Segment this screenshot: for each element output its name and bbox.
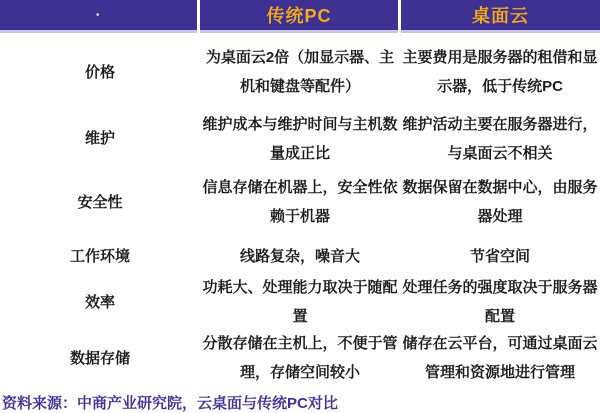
header-label-desktop-cloud: 桌面云 [472,6,529,26]
header-cell-desktop-cloud [401,0,600,33]
row-label: 效率 [84,293,115,311]
row-label: 安全性 [77,193,123,211]
table-header-row [0,0,600,36]
cell-desktop-cloud: 主要费用是服务器的租借和显示器，低于传统PC [402,49,598,95]
row-label: 数据存储 [69,349,130,367]
row-label: 价格 [84,63,115,81]
table-row-maintenance [0,107,600,170]
header-label-traditional-pc: 传统PC [266,6,332,26]
cell-traditional-pc: 为桌面云2倍（加显示器、主机和键盘等配件） [205,49,395,95]
header-cell-blank [0,0,197,33]
row-label: 工作环境 [69,248,130,265]
cell-traditional-pc: 功耗大、处理能力取决于随配置 [202,279,398,325]
cell-desktop-cloud: 节省空间 [469,248,530,265]
clipped-source-caption: 资料来源：中商产业研究院，云桌面与传统PC对比 [2,395,338,412]
table-row-price [0,37,600,107]
cell-traditional-pc: 线路复杂，噪音大 [239,248,360,265]
table-body [0,37,600,391]
header-cell-traditional-pc [200,0,398,33]
cell-desktop-cloud: 数据保留在数据中心，由服务器处理 [402,179,598,225]
table-row-efficiency [0,279,600,325]
cell-traditional-pc: 维护成本与维护时间与主机数量成正比 [202,115,398,162]
cell-desktop-cloud: 储存在云平台，可通过桌面云管理和资源地进行管理 [402,335,598,381]
table-row-data-storage [0,325,600,391]
cell-traditional-pc: 分散存储在主机上，不便于管理，存储空间较小 [202,335,398,381]
cell-desktop-cloud: 维护活动主要在服务器进行，与桌面云不相关 [402,115,598,162]
row-label: 维护 [84,130,115,147]
cell-desktop-cloud: 处理任务的强度取决于服务器配置 [402,279,598,325]
table-row-security [0,170,600,234]
cell-traditional-pc: 信息存储在机器上，安全性依赖于机器 [202,179,398,225]
header-bullet-icon: · [95,7,102,22]
